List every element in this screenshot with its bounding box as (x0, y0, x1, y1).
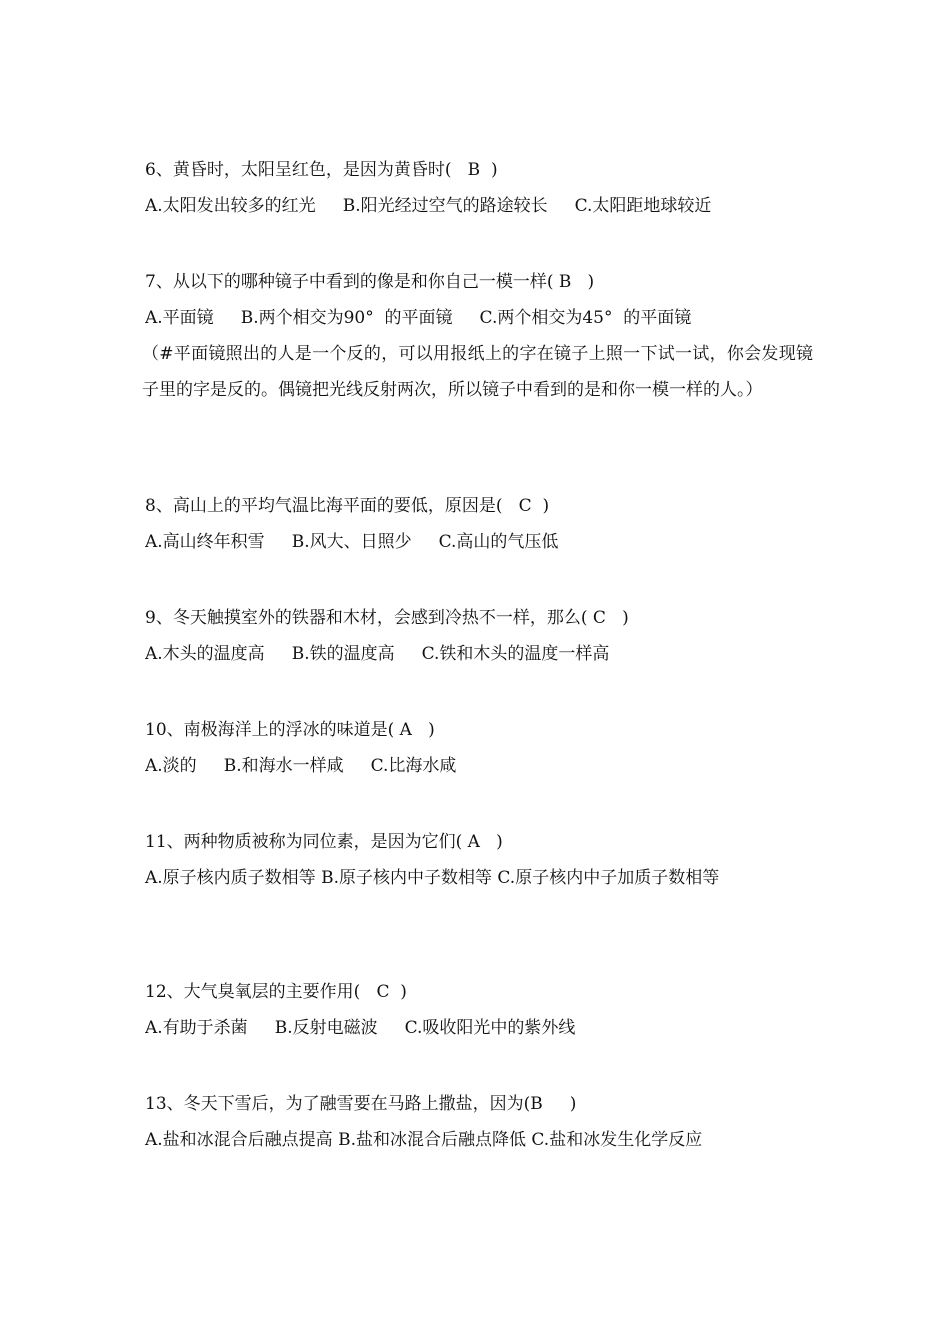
question-8 (145, 488, 813, 560)
question-13 (145, 1086, 813, 1158)
question-11 (145, 824, 813, 896)
question-options: A.原子核内质子数相等 B.原子核内中子数相等 C.原子核内中子加质子数相等 (145, 868, 720, 888)
question-12 (145, 974, 813, 1046)
question-stem: 11、两种物质被称为同位素，是因为它们( A ) (145, 832, 503, 852)
question-options: A.淡的 B.和海水一样咸 C.比海水咸 (145, 756, 457, 776)
question-stem: 7、从以下的哪种镜子中看到的像是和你自己一模一样( B ) (145, 272, 595, 292)
question-options: A.有助于杀菌 B.反射电磁波 C.吸收阳光中的紫外线 (145, 1018, 576, 1038)
question-options: A.太阳发出较多的红光 B.阳光经过空气的路途较长 C.太阳距地球较近 (145, 196, 712, 216)
document-page (142, 0, 813, 1344)
question-options: A.高山终年积雪 B.风大、日照少 C.高山的气压低 (145, 532, 559, 552)
question-10 (145, 712, 813, 784)
question-stem: 8、高山上的平均气温比海平面的要低，原因是( C ) (145, 496, 550, 516)
question-stem: 10、南极海洋上的浮冰的味道是( A ) (145, 720, 435, 740)
question-options: A.木头的温度高 B.铁的温度高 C.铁和木头的温度一样高 (145, 644, 610, 664)
question-stem: 12、大气臭氧层的主要作用( C ) (145, 982, 407, 1002)
question-note: （#平面镜照出的人是一个反的，可以用报纸上的字在镜子上照一下试一试，你会发现镜子里的字是反的。偶镜把光线反射两次，所以镜子中看到的是和你一模一样的人。） (142, 344, 813, 400)
question-options: A.盐和冰混合后融点提高 B.盐和冰混合后融点降低 C.盐和冰发生化学反应 (145, 1130, 703, 1150)
question-stem: 6、黄昏时，太阳呈红色，是因为黄昏时( B ) (145, 160, 498, 180)
question-9 (145, 600, 813, 672)
question-stem: 13、冬天下雪后，为了融雪要在马路上撒盐，因为(B ) (145, 1094, 577, 1114)
question-6 (145, 152, 813, 224)
question-stem: 9、冬天触摸室外的铁器和木材，会感到冷热不一样，那么( C ) (145, 608, 629, 628)
question-options: A.平面镜 B.两个相交为90° 的平面镜 C.两个相交为45° 的平面镜 (145, 308, 692, 328)
question-7 (142, 264, 813, 408)
